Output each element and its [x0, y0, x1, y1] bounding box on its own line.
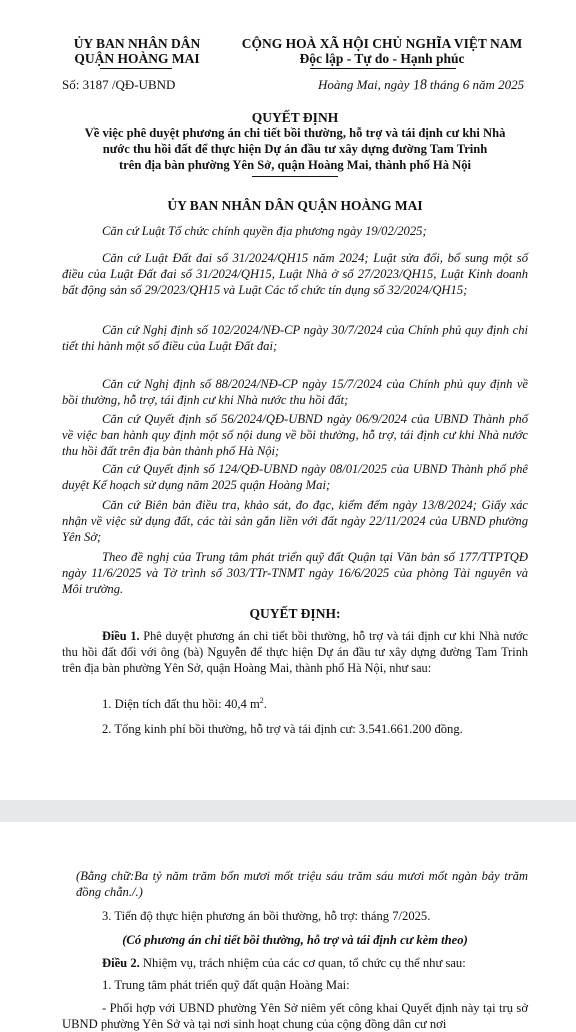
motto-underline [310, 68, 456, 69]
issuer-heading: ỦY BAN NHÂN DÂN QUẬN HOÀNG MAI [167, 198, 423, 213]
national-title: CỘNG HOÀ XÃ HỘI CHỦ NGHĨA VIỆT NAM [241, 36, 523, 51]
handwritten-day: 18 [412, 77, 428, 94]
article-1-label: Điều 1. [102, 629, 140, 643]
org-name-line2: QUẬN HOÀNG MAI [74, 51, 200, 66]
article-2 [102, 956, 466, 971]
subject-line-2: nước thu hồi đất để thực hiện Dự án đầu tư xây dựng đường Tam Trinh [102, 142, 488, 156]
basis-7: Căn cứ Biên bản điều tra, khảo sát, đo đạc, kiểm đếm ngày 13/8/2024; Giấy xác nhận về việc sử dụng đất, các tài sản gắn liền với đất ngày 22/11/2024 của UBND phường Yên Sở; [62, 498, 528, 545]
basis-4: Căn cứ Nghị định số 88/2024/NĐ-CP ngày 15/7/2024 của Chính phủ quy định về bồi thường, hỗ trợ, tái định cư khi Nhà nước thu hồi đất; [62, 377, 528, 408]
decision-heading: QUYẾT ĐỊNH: [249, 606, 341, 621]
item-1-period: . [263, 697, 267, 712]
article-2-label: Điều 2. [102, 956, 140, 970]
subject-line-1: Về việc phê duyệt phương án chi tiết bồi thường, hỗ trợ và tái định cư khi Nhà [84, 126, 506, 140]
place-date-prefix: Hoàng Mai, ngày [318, 77, 410, 92]
attached-plan-note: (Có phương án chi tiết bồi thường, hỗ trợ và tái định cư kèm theo) [122, 933, 468, 947]
article-1-item-2: 2. Tổng kinh phí bồi thường, hỗ trợ và tái định cư: 3.541.661.200 đồng. [102, 722, 463, 736]
article-1 [62, 628, 528, 677]
basis-5: Căn cứ Quyết định số 56/2024/QĐ-UBND ngày 06/9/2024 của UBND Thành phố về việc ban hành quy định một số nội dung về bồi thường, hỗ trợ, tái định cư khi Nhà nước thu hồi đất trên địa bàn thành phố Hà Nội; [62, 412, 528, 459]
article-2-item-1: 1. Trung tâm phát triển quỹ đất quận Hoàng Mai: [102, 978, 350, 992]
basis-3: Căn cứ Nghị định số 102/2024/NĐ-CP ngày 30/7/2024 của Chính phủ quy định chi tiết thi hành một số điều của Luật Đất đai; [62, 323, 528, 354]
basis-2: Căn cứ Luật Đất đai số 31/2024/QH15 năm 2024; Luật sửa đổi, bổ sung một số điều của Luật Đất đai số 31/2024/QH15, Luật Nhà ở số 27/2023/QH15, Luật Kinh doanh bất động sản số 29/2023/QH15 và Luật Các tổ chức tín dụng số 32/2024/QH15; [62, 251, 528, 298]
item-1-text: 1. Diện tích đất thu hồi: 40,4 m [102, 697, 260, 712]
article-1-text: Phê duyệt phương án chi tiết bồi thường, hỗ trợ và tái định cư khi Nhà nước thu hồi đất đối với ông (bà) Nguyễn để thực hiện Dự án đầu tư xây dựng đường Tam Trinh trên địa bàn phường Yên Sở, quận Hoàng Mai, thành phố Hà Nội, như sau: [62, 629, 528, 676]
page-separator [0, 800, 576, 822]
subject-underline [252, 176, 338, 177]
document-number: Số: 3187 /QĐ-UBND [62, 77, 176, 92]
basis-8: Theo đề nghị của Trung tâm phát triển quỹ đất Quận tại Văn bản số 177/TTPTQĐ ngày 11/6/2025 và Tờ trình số 303/TTr-TNMT ngày 16/6/2025 của phòng Tài nguyên và Môi trường. [62, 550, 528, 597]
national-motto: Độc lập - Tự do - Hạnh phúc [299, 51, 465, 66]
basis-6: Căn cứ Quyết định số 124/QĐ-UBND ngày 08/01/2025 của UBND Thành phố phê duyệt Kế hoạch sử dụng năm 2025 quận Hoàng Mai; [62, 462, 528, 493]
place-date [318, 77, 524, 94]
item-1-superscript: 2 [259, 696, 264, 705]
article-1-item-1 [102, 696, 267, 712]
basis-1: Căn cứ Luật Tổ chức chính quyền địa phương ngày 19/02/2025; [102, 224, 427, 238]
decision-title: QUYẾT ĐỊNH [251, 110, 339, 125]
place-date-suffix: tháng 6 năm 2025 [426, 77, 525, 92]
document-page-2 [0, 822, 576, 1032]
org-name-line1: ỦY BAN NHÂN DÂN [73, 36, 201, 51]
amount-in-words: (Bằng chữ:Ba tỷ năm trăm bốn mươi mốt triệu sáu trăm sáu mươi mốt ngàn bảy trăm đồng chẵn./.) [76, 869, 528, 900]
article-2-bullet: - Phối hợp với UBND phường Yên Sở niêm yết công khai Quyết định này tại trụ sở UBND phường Yên Sở và tại nơi sinh hoạt chung của cộng đồng dân cư nơi [62, 1001, 528, 1032]
article-2-text: Nhiệm vụ, trách nhiệm của các cơ quan, tổ chức cụ thể như sau: [139, 956, 466, 970]
article-1-item-3: 3. Tiến độ thực hiện phương án bồi thường, hỗ trợ: tháng 7/2025. [102, 909, 431, 923]
subject-line-3: trên địa bàn phường Yên Sở, quận Hoàng Mai, thành phố Hà Nội [118, 158, 472, 172]
org-underline [100, 68, 172, 69]
